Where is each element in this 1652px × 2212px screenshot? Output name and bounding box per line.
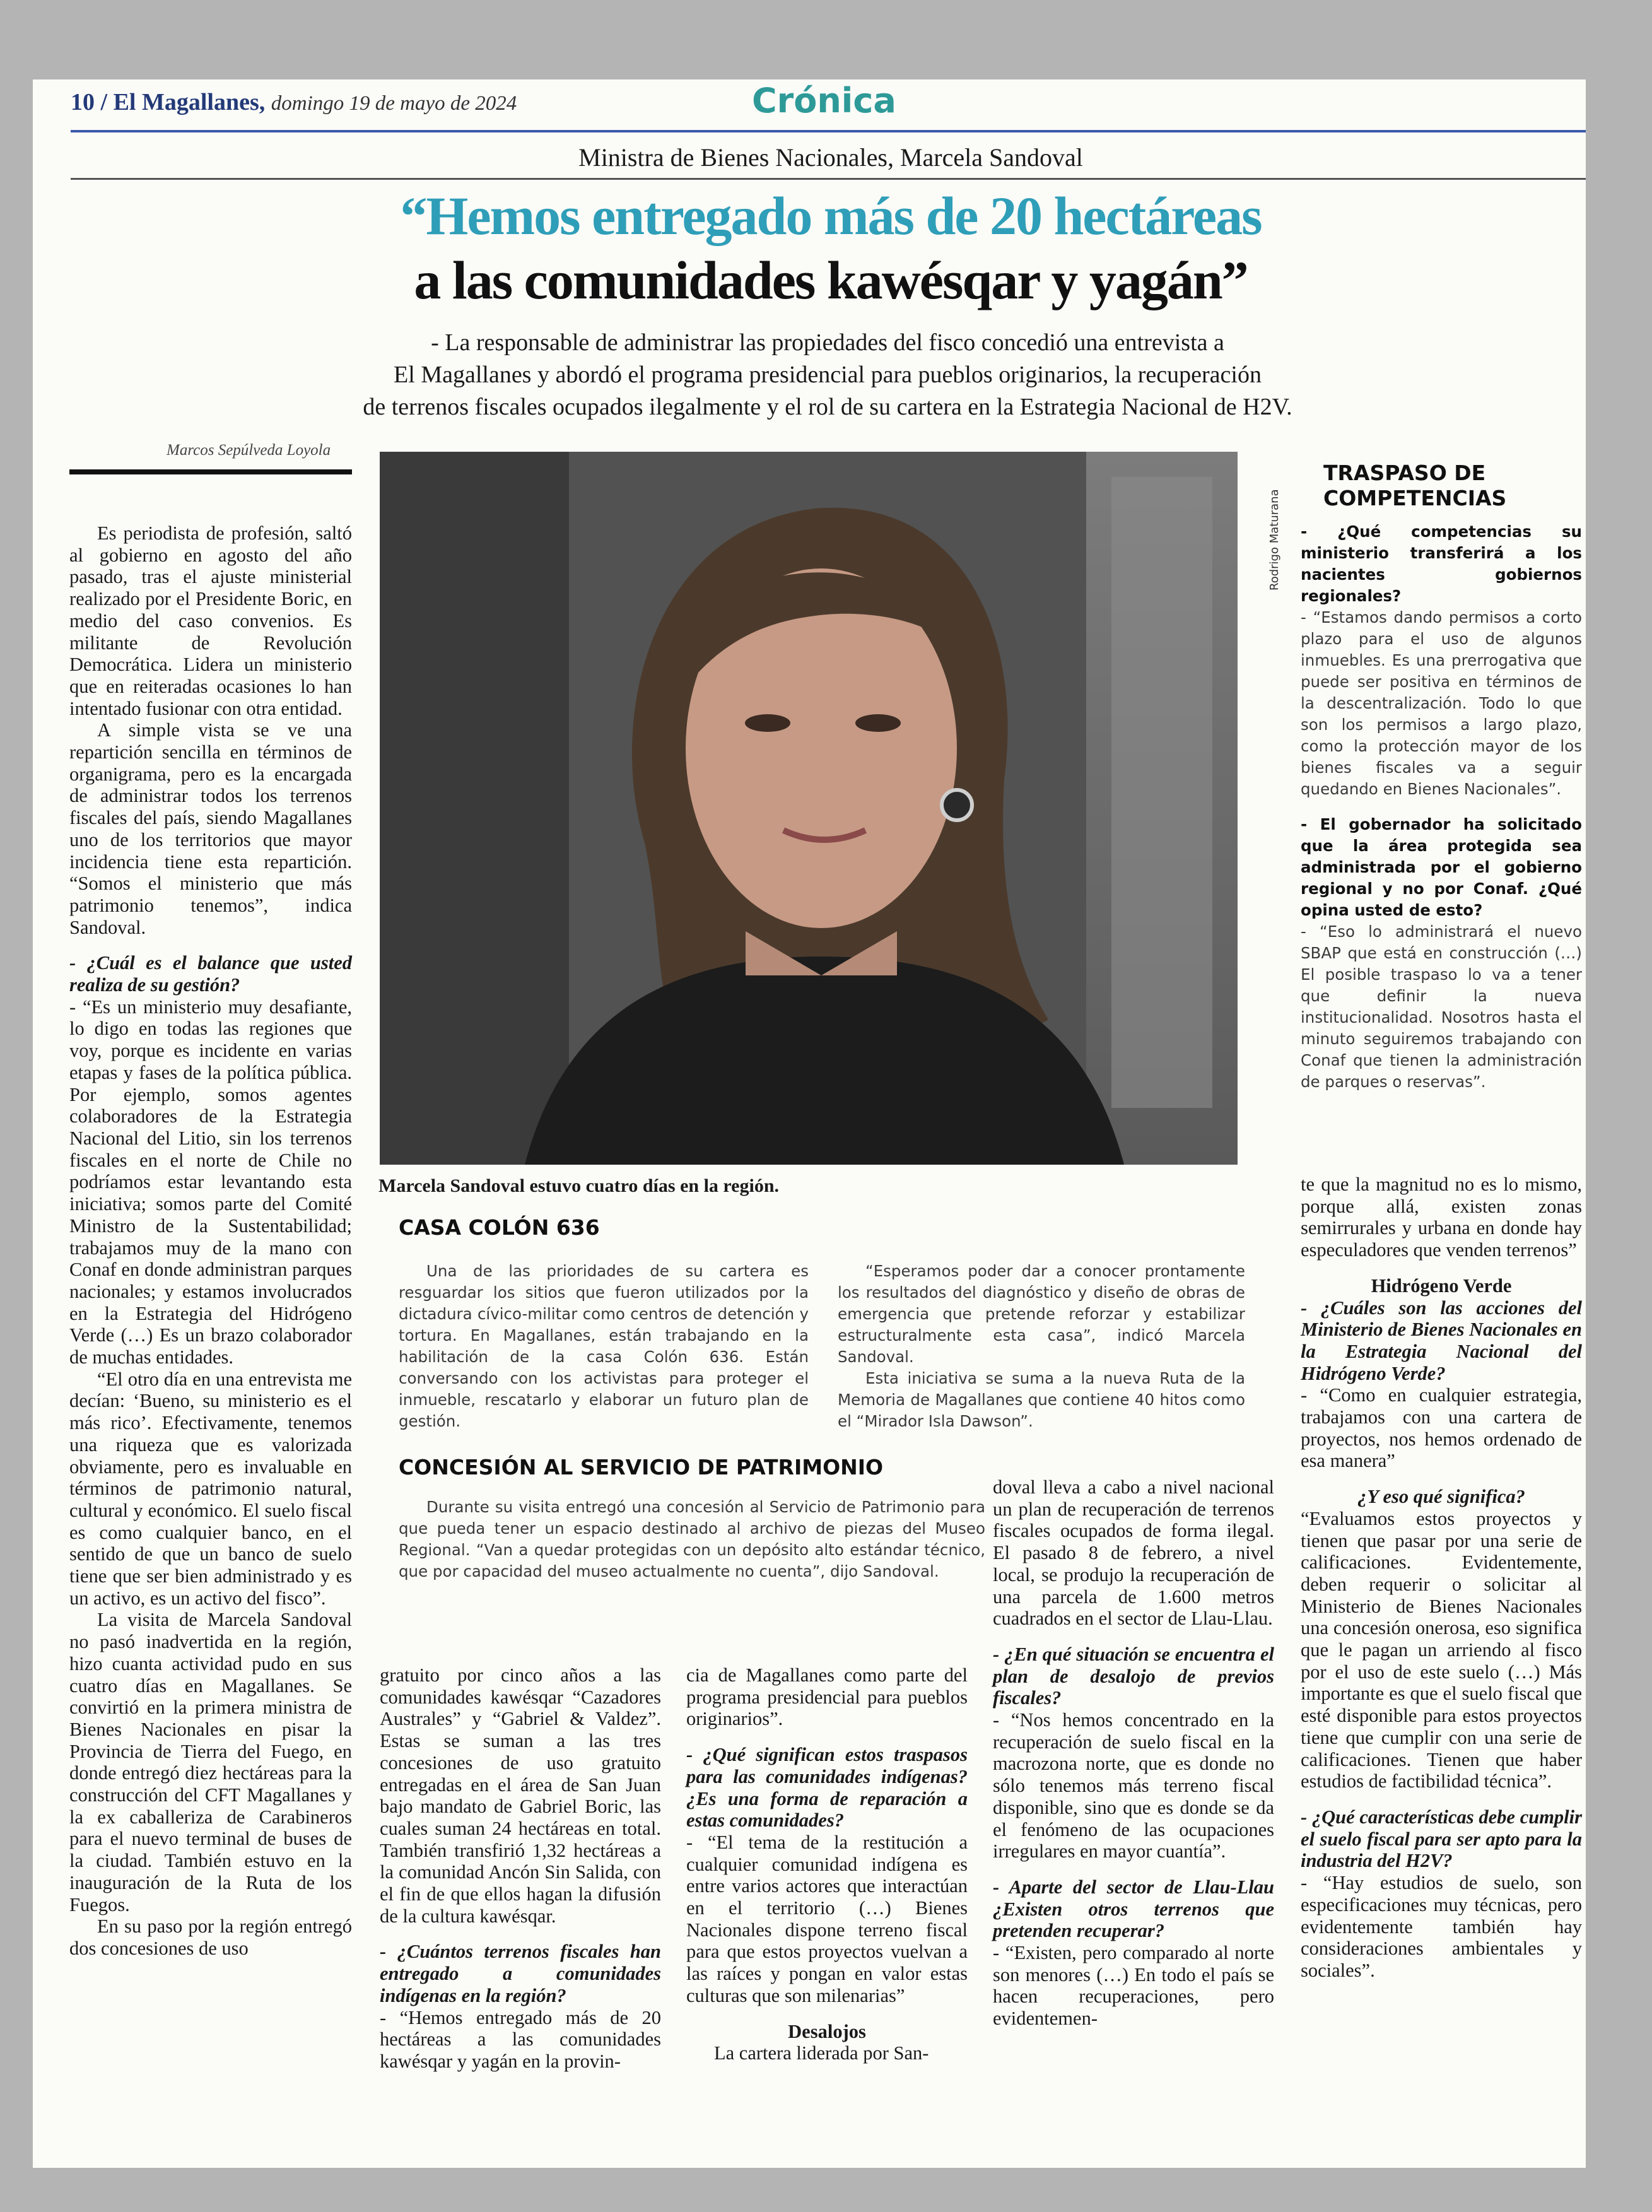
body-column-1 xyxy=(69,522,352,1960)
paragraph: “Esperamos poder dar a conocer prontamente los resultados del diagnóstico y diseño de obras de emergencia que pretende reforzar y estabilizar estructuralmente esta casa”, indicó Marcela Sandoval. xyxy=(838,1262,1245,1366)
header-separator: / xyxy=(100,89,108,115)
portrait-photo xyxy=(380,452,1238,1165)
interview-question: - ¿Cuál es el balance que usted realiza de su gestión? xyxy=(69,952,352,996)
heading-line: COMPETENCIAS xyxy=(1323,486,1507,510)
photo-credit: Rodrigo Maturana xyxy=(1268,489,1281,591)
portrait-illustration xyxy=(380,452,1238,1165)
publication-name: El Magallanes, xyxy=(113,89,266,115)
deck-line: de terrenos fiscales ocupados ilegalmente y el rol de su cartera en la Estrategia Nacional de H2V. xyxy=(363,394,1292,420)
headline-line-2: a las comunidades kawésqar y yagán” xyxy=(414,250,1248,310)
kicker-rule xyxy=(71,178,1586,180)
byline: Marcos Sepúlveda Loyola xyxy=(167,442,331,459)
interview-question: - ¿Cuáles son las acciones del Ministerio de Bienes Nacionales en la Estrategia Nacional del Hidrógeno Verde? xyxy=(1301,1297,1582,1384)
article-deck xyxy=(279,327,1376,423)
paragraph: La visita de Marcela Sandoval no pasó inadvertida en la región, hizo cuanta actividad pudo en sus cuatro días en Magallanes. Se convirtió en la primera ministra de Bienes Nacionales en pisar la Provincia de Tierra del Fuego, en donde entregó diez hectáreas para la construcción del CFT Magallanes y la ex caballeriza de Carabineros para el nuevo terminal de buses de la ciudad. También estuvo en la inauguración de la Ruta de los Fuegos. xyxy=(69,1609,352,1915)
subheading-desalojos: Desalojos xyxy=(788,2020,866,2042)
article-kicker: Ministra de Bienes Nacionales, Marcela Sandoval xyxy=(578,143,1083,172)
sidebar-heading-traspaso xyxy=(1323,461,1506,511)
interview-answer: - “Hemos entregado más de 20 hectáreas a las comunidades kawésqar y yagán en la provin- xyxy=(380,2006,661,2072)
section-name: Crónica xyxy=(752,81,896,121)
body-column-3 xyxy=(686,1664,968,2064)
header-rule xyxy=(71,130,1586,132)
photo-caption: Marcela Sandoval estuvo cuatro días en la región. xyxy=(378,1175,780,1196)
box-heading-casa-colon: CASA COLÓN 636 xyxy=(399,1215,600,1240)
interview-answer: - “Existen, pero comparado al norte son menores (…) En todo el país se hacen recuperaciones, pero evidentemen- xyxy=(993,1942,1274,2030)
paragraph: Una de las prioridades de su cartera es resguardar los sitios que fueron utilizados por la dictadura cívico-militar como centros de detención y tortura. En Magallanes, están trabajando en la habilitación de la casa Colón 636. Están conversando con los activistas para proteger el inmueble, rescatarlo y elaborar un futuro plan de gestión. xyxy=(399,1262,809,1430)
interview-question: - ¿Qué competencias su ministerio transferirá a los nacientes gobiernos regionales? xyxy=(1301,522,1582,605)
casa-right-column xyxy=(838,1261,1245,1432)
deck-line: El Magallanes y abordó el programa presidencial para pueblos originarios, la recuperación xyxy=(394,362,1262,388)
paragraph: Durante su visita entregó una concesión al Servicio de Patrimonio para que pueda tener un espacio destinado al archivo de piezas del Museo Regional. “Van a quedar protegidas con un depósito alto estándar técnico, que por capacidad del museo actualmente no cuenta”, dijo Sandoval. xyxy=(399,1498,985,1580)
interview-answer: - “Como en cualquier estrategia, trabajamos con una cartera de proyectos, nos hemos ordenado de esa manera” xyxy=(1301,1384,1582,1472)
body-column-right xyxy=(1301,1174,1582,1982)
paragraph: A simple vista se ve una repartición sencilla en términos de organigrama, pero es la encargada de administrar todos los terrenos fiscales del país, siendo Magallanes uno de los territorios que mayor incidencia tiene esta repartición. “Somos el ministerio que más patrimonio tenemos”, indica Sandoval. xyxy=(69,719,352,938)
interview-answer: “Evaluamos estos proyectos y tienen que pasar por una serie de calificaciones. Evidentemente, deben requerir o solicitar al Ministerio de Bienes Nacionales una concesión onerosa, eso significa que le pagan un arriendo al fisco por el uso de este suelo (…) Más importante es que el suelo fiscal que esté disponible para estos proyectos tiene que cumplir con una serie de calificaciones. Tienen que haber estudios de factibilidad técnica”. xyxy=(1301,1507,1582,1792)
paragraph: gratuito por cinco años a las comunidades kawésqar “Cazadores Australes” y “Gabriel & Valdez”. Estas se suman a las tres concesiones de uso gratuito entregadas en el área de San Juan bajo mandato de Gabriel Boric, las cuales suman 24 hectáreas en total. También transfirió 1,32 hectáreas a la comunidad Ancón Sin Salida, con el fin de que ellos hagan la difusión de la cultura kawésqar. xyxy=(380,1664,661,1927)
interview-question: - ¿Qué significan estos traspasos para las comunidades indígenas? ¿Es una forma de reparación a estas comunidades? xyxy=(686,1744,968,1832)
interview-answer: - “Estamos dando permisos a corto plazo para el uso de algunos inmuebles. Es una prerrogativa que puede ser positiva en términos de la descentralización. Todo lo que son los permisos a largo plazo, como la protección mayor de los bienes fiscales va a seguir quedando en Bienes Nacionales”. xyxy=(1301,608,1582,798)
body-column-4 xyxy=(993,1476,1274,2030)
interview-answer: - “Nos hemos concentrado en la recuperación de suelo fiscal en la macrozona norte, que es donde no sólo tenemos más terreno fiscal disponible, sino que es donde se da el fenómeno de las ocupaciones irregulares en mayor cuantía”. xyxy=(993,1709,1274,1862)
paragraph: “El otro día en una entrevista me decían: ‘Bueno, su ministerio es el más rico’. Efectivamente, tenemos una riqueza que es valorizada obviamente, pero es invaluable en términos de patrimonio natural, cultural y económico. El suelo fiscal es como cualquier banco, en el sentido de que un banco de suelo tiene que ser bien administrado y es un activo, es un activo del fisco”. xyxy=(69,1368,352,1609)
byline-rule xyxy=(69,469,352,474)
interview-question: - El gobernador ha solicitado que la área protegida sea administrada por el gobierno regional y no por Conaf. ¿Qué opina usted de esto? xyxy=(1301,815,1582,919)
interview-answer: - “Hay estudios de suelo, son especificaciones muy técnicas, pero evidentemente también hay consideraciones ambientales y sociales”. xyxy=(1301,1872,1582,1981)
paragraph: Esta iniciativa se suma a la nueva Ruta de la Memoria de Magallanes que contiene 40 hitos como el “Mirador Isla Dawson”. xyxy=(838,1369,1245,1430)
interview-question: - ¿En qué situación se encuentra el plan de desalojo de previos fiscales? xyxy=(993,1643,1274,1709)
headline-line-1: “Hemos entregado más de 20 hectáreas xyxy=(400,185,1262,246)
traspaso-column xyxy=(1301,521,1582,1093)
subheading-hidrogeno: Hidrógeno Verde xyxy=(1371,1274,1512,1297)
interview-question: - ¿Cuántos terrenos fiscales han entregado a comunidades indígenas en la región? xyxy=(380,1941,661,2006)
paragraph: La cartera liderada por San- xyxy=(714,2042,929,2064)
interview-question: - Aparte del sector de Llau-Llau ¿Existen otros terrenos que pretenden recuperar? xyxy=(993,1876,1274,1942)
interview-answer: - “El tema de la restitución a cualquier comunidad indígena es entre varios actores que interactúan en el territorio (…) Bienes Nacionales dispone terreno fiscal para que estos proyectos vuelvan a las raíces y pongan en valor estas culturas que son milenarias” xyxy=(686,1831,968,2006)
interview-question: - ¿Qué características debe cumplir el suelo fiscal para ser apto para la industria del H2V? xyxy=(1301,1806,1582,1872)
paragraph: En su paso por la región entregó dos concesiones de uso xyxy=(69,1915,352,1959)
box-heading-concesion: CONCESIÓN AL SERVICIO DE PATRIMONIO xyxy=(399,1455,884,1480)
heading-line: TRASPASO DE xyxy=(1323,461,1486,485)
interview-question: ¿Y eso qué significa? xyxy=(1357,1486,1525,1508)
paragraph: cia de Magallanes como parte del programa presidencial para pueblos originarios”. xyxy=(686,1664,968,1730)
newspaper-page xyxy=(33,79,1586,2168)
publication-date: domingo 19 de mayo de 2024 xyxy=(271,92,517,115)
deck-line: - La responsable de administrar las propiedades del fisco concedió una entrevista a xyxy=(431,329,1224,356)
paragraph: te que la magnitud no es lo mismo, porque allá, existen zonas semirrurales y urbana en donde hay especuladores que venden terrenos” xyxy=(1301,1174,1582,1261)
page-header xyxy=(71,88,517,116)
paragraph: doval lleva a cabo a nivel nacional un plan de recuperación de terrenos fiscales ocupados de forma ilegal. El pasado 8 de febrero, a nivel local, se produjo la recuperación de una parcela de 1.600 metros cuadrados en el sector de Llau-Llau. xyxy=(993,1476,1274,1630)
interview-answer: - “Eso lo administrará el nuevo SBAP que está en construcción (…) El posible traspaso lo va a tener que definir la nueva institucionalidad. Nosotros hasta el minuto seguiremos trabajando con Conaf que tienen la administración de parques o reservas”. xyxy=(1301,922,1582,1091)
casa-left-column xyxy=(399,1261,809,1432)
page-number: 10 xyxy=(71,89,95,115)
interview-answer: - “Es un ministerio muy desafiante, lo digo en todas las regiones que voy, porque es incidente en varias etapas y fases de la política pública. Por ejemplo, somos agentes colaboradores de la Estrategia Nacional del Litio, sin los terrenos fiscales en el norte de Chile no podríamos estar levantando esta iniciativa; somos parte del Comité Ministro de la Sustentabilidad; trabajamos muy de la mano con Conaf en donde administran parques nacionales; y estamos involucrados en la Estrategia del Hidrógeno Verde (…) Es un brazo colaborador de muchas entidades. xyxy=(69,996,352,1368)
concesion-column xyxy=(399,1497,985,1582)
body-column-2 xyxy=(380,1664,661,2073)
paragraph: Es periodista de profesión, saltó al gobierno en agosto del año pasado, tras el ajuste ministerial realizado por el Presidente Boric, en medio del caso convenios. Es militante de Revolución Democrática. Lidera un ministerio que en reiteradas ocasiones lo han intentado fusionar con otra entidad. xyxy=(69,522,352,719)
